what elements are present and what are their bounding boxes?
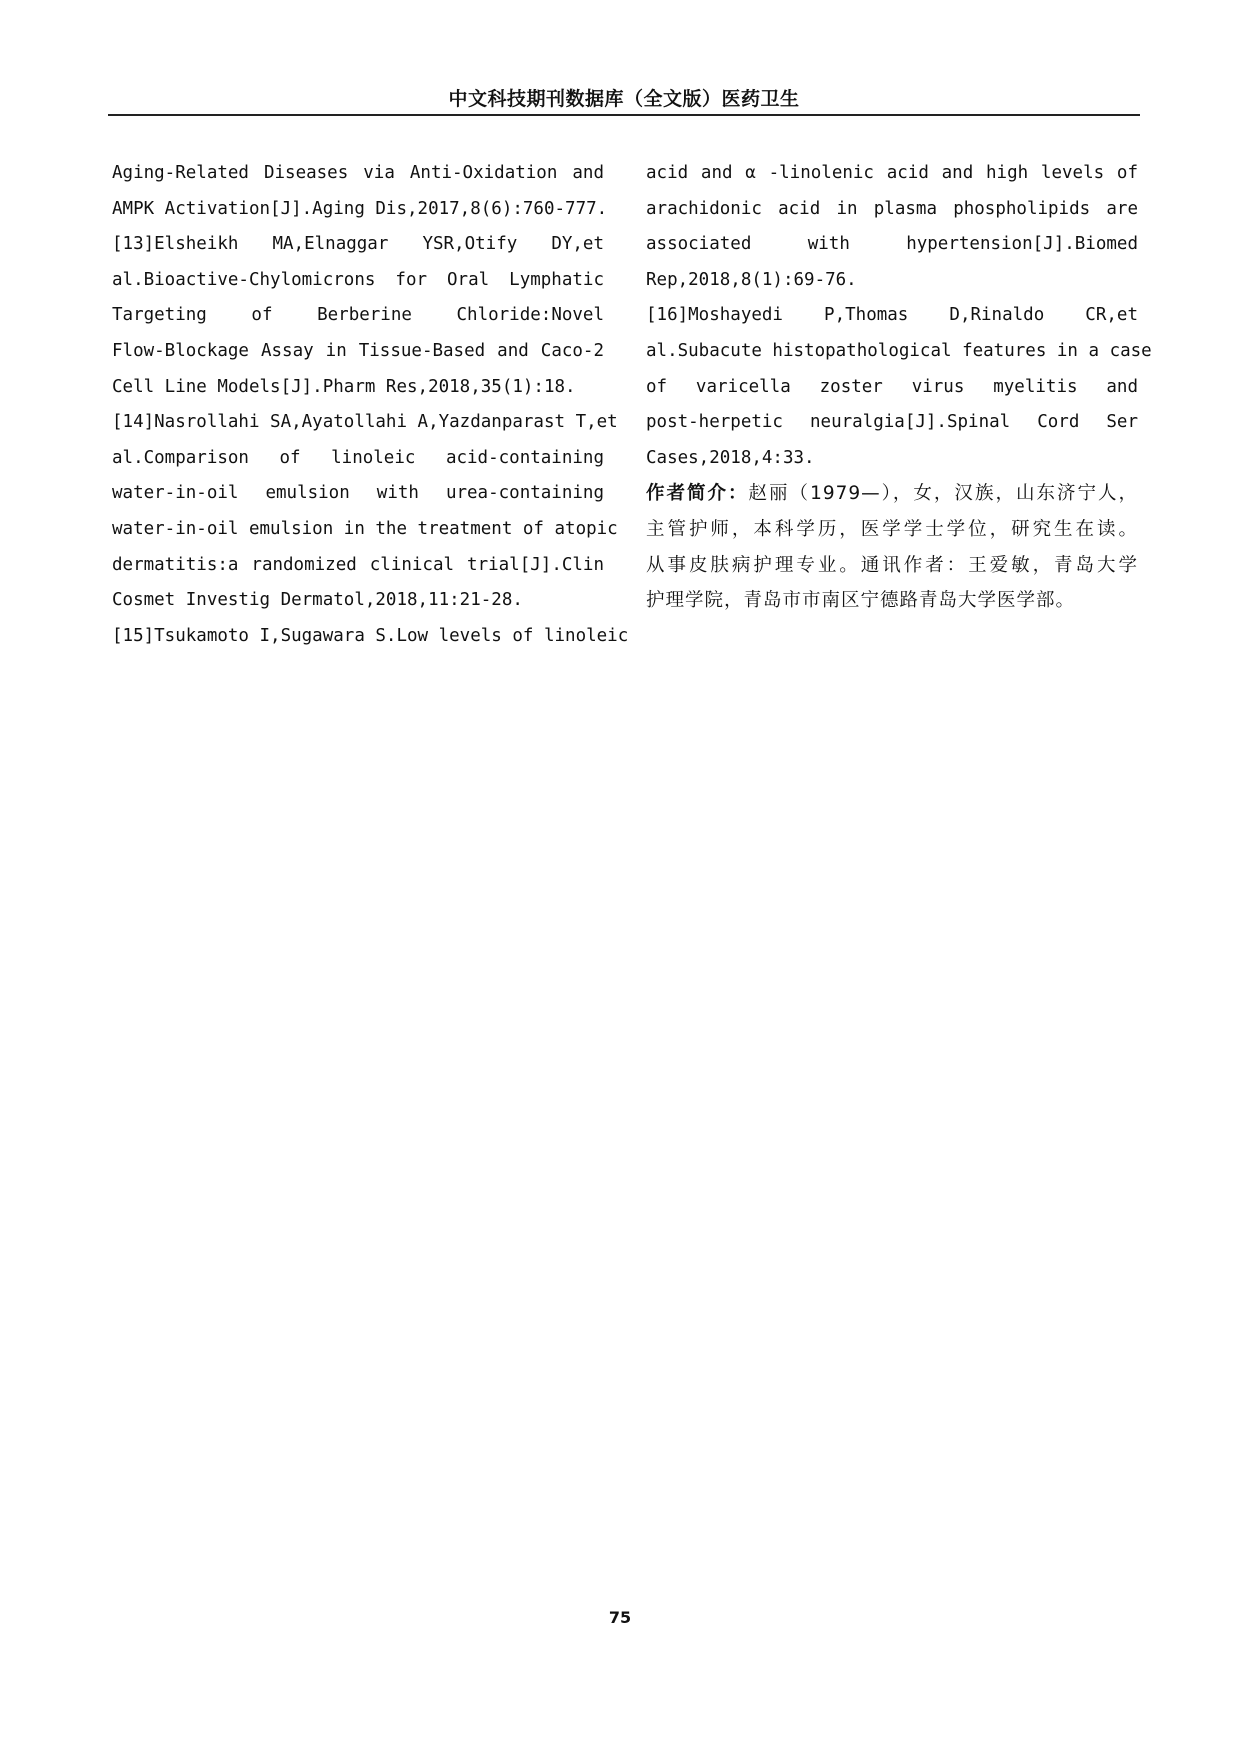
- reference-line: [16]Moshayedi P,Thomas D,Rinaldo CR,et: [646, 305, 1138, 326]
- reference-entry: [112, 227, 604, 405]
- reference-line: water-in-oil emulsion with urea-containing: [112, 483, 604, 504]
- reference-line: Cosmet Investig Dermatol,2018,11:21-28.: [112, 590, 523, 611]
- reference-entry: [646, 298, 1152, 476]
- reference-entry: [112, 619, 629, 655]
- reference-line: al.Comparison of linoleic acid-containing: [112, 447, 604, 468]
- reference-line: [14]Nasrollahi SA,Ayatollahi A,Yazdanparast T,et: [112, 412, 618, 433]
- reference-line: Rep,2018,8(1):69-76.: [646, 269, 857, 290]
- reference-line: AMPK Activation[J].Aging Dis,2017,8(6):760-777.: [112, 198, 608, 219]
- reference-line: arachidonic acid in plasma phospholipids are: [646, 198, 1138, 219]
- journal-header-title: 中文科技期刊数据库（全文版）医药卫生: [448, 88, 800, 110]
- author-bio-line: 从事皮肤病护理专业。通讯作者：王爱敏，青岛大学: [646, 554, 1138, 576]
- reference-line: associated with hypertension[J].Biomed: [646, 234, 1138, 255]
- reference-line: [13]Elsheikh MA,Elnaggar YSR,Otify DY,et: [112, 234, 604, 255]
- reference-line: Aging-Related Diseases via Anti-Oxidation and: [112, 163, 604, 183]
- header-divider: [108, 114, 1140, 116]
- reference-line: water-in-oil emulsion in the treatment of atopic: [112, 518, 618, 539]
- reference-line: Targeting of Berberine Chloride:Novel: [112, 305, 604, 326]
- author-bio-text: 赵丽（1979—），女，汉族，山东济宁人，: [748, 483, 1138, 505]
- reference-line: dermatitis:a randomized clinical trial[J].Clin: [112, 554, 604, 575]
- author-bio-line: 护理学院，青岛市市南区宁德路青岛大学医学部。: [646, 590, 1076, 612]
- reference-line: post-herpetic neuralgia[J].Spinal Cord Ser: [646, 412, 1138, 433]
- reference-line: Flow-Blockage Assay in Tissue-Based and Caco-2: [112, 340, 604, 361]
- reference-line: al.Bioactive-Chylomicrons for Oral Lymphatic: [112, 269, 604, 290]
- author-bio-label: 作者简介：: [646, 483, 749, 505]
- author-bio-line: [646, 476, 1138, 512]
- reference-entry: [646, 156, 1138, 298]
- right-column: [646, 156, 1152, 619]
- reference-line: Cell Line Models[J].Pharm Res,2018,35(1):18.: [112, 376, 576, 397]
- author-bio-line: 主管护师，本科学历，医学学士学位，研究生在读。: [646, 518, 1138, 540]
- reference-line: Cases,2018,4:33.: [646, 447, 815, 468]
- reference-line: [15]Tsukamoto I,Sugawara S.Low levels of linoleic: [112, 625, 629, 646]
- reference-line: al.Subacute histopathological features in a case: [646, 340, 1152, 361]
- reference-line: of varicella zoster virus myelitis and: [646, 376, 1138, 397]
- left-column: [112, 156, 629, 654]
- reference-entry: [112, 156, 608, 227]
- author-bio: [646, 476, 1138, 618]
- reference-entry: [112, 405, 618, 619]
- reference-line: acid and α -linolenic acid and high levels of: [646, 163, 1138, 183]
- page-number: 75: [608, 1608, 632, 1627]
